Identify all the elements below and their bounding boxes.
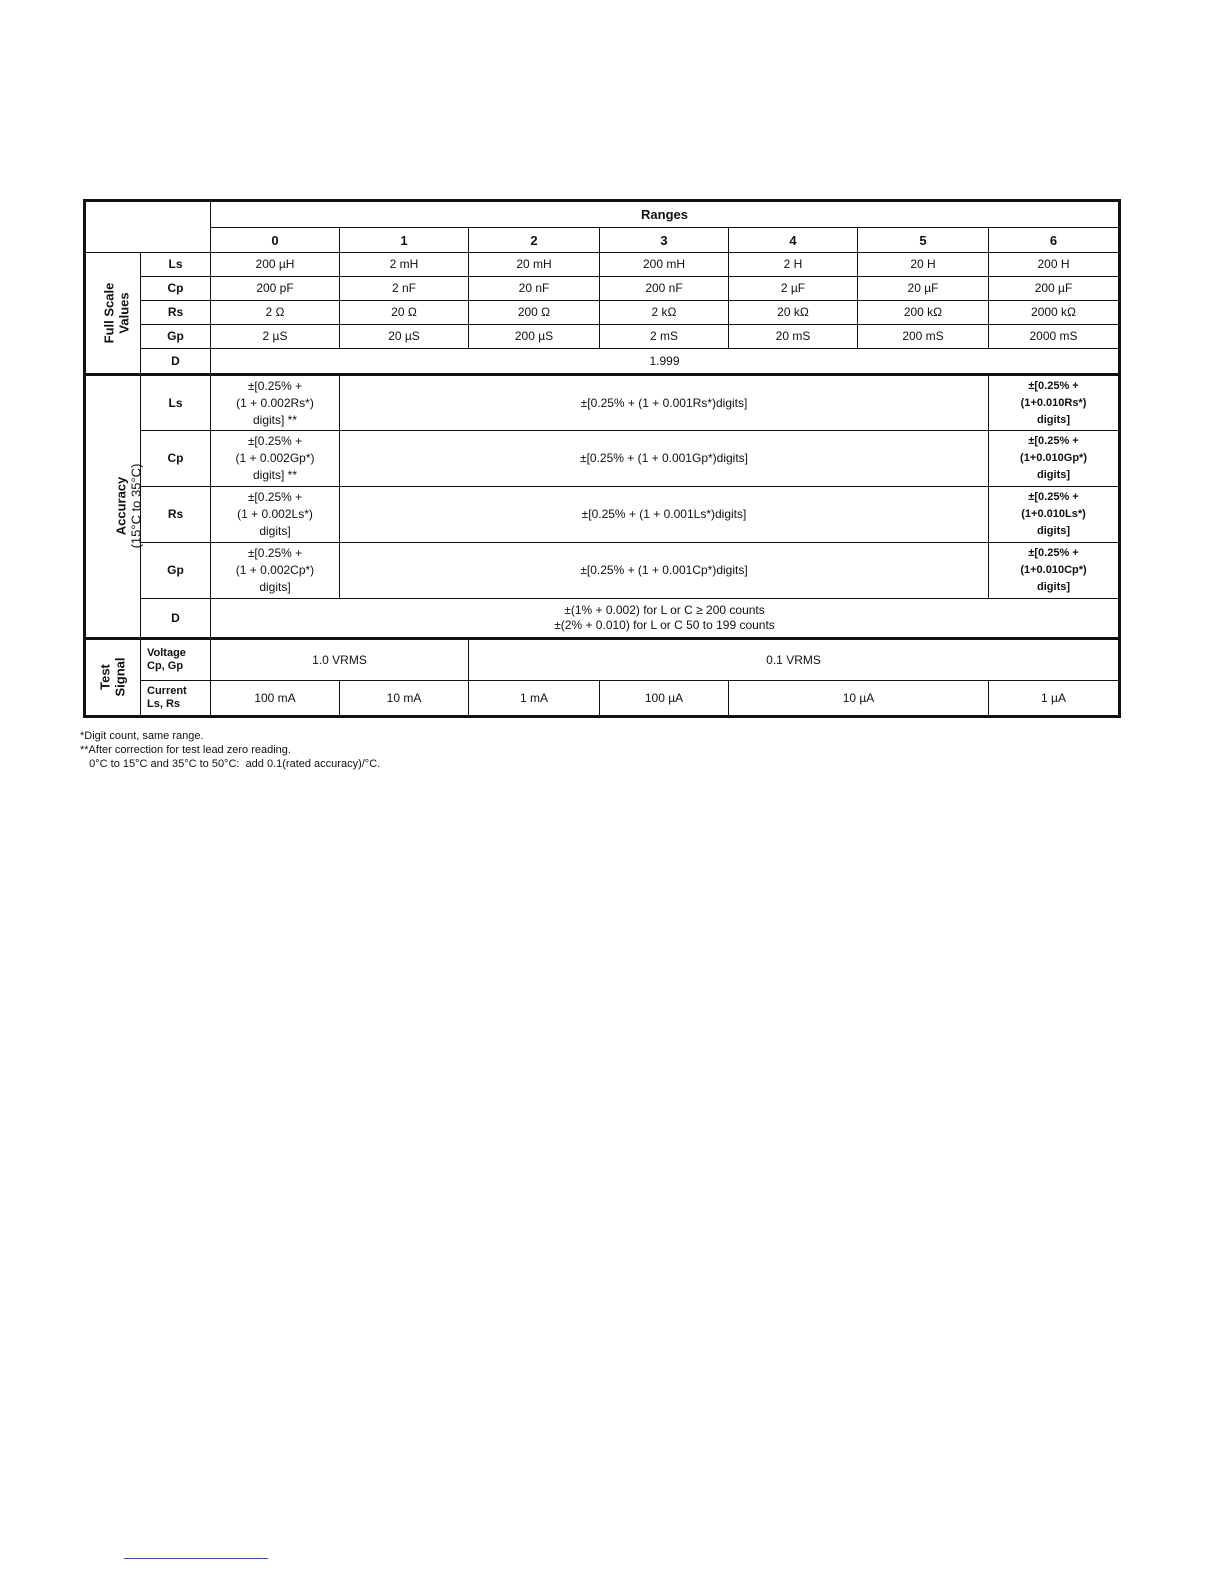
table-cell: 2 nF [340,277,469,301]
table-cell: ±[0.25% + (1 + 0.001Gp*)digits] [340,431,989,487]
full-scale-label-line1: Full Scale [101,282,117,343]
current-label-line2: Ls, Rs [147,698,181,710]
table-cell: 10 mA [340,681,469,717]
row-label-ls: Ls [141,253,211,277]
table-cell: 2 Ω [211,301,340,325]
table-cell: 2 kΩ [600,301,729,325]
table-cell: 100 µA [600,681,729,717]
table-cell: 200 H [989,253,1120,277]
table-cell: ±[0.25% + (1 + 0.002Gp*) digits] ** [211,431,340,487]
table-cell: 20 mS [729,325,858,349]
table-cell: 2 mS [600,325,729,349]
specifications-table [83,199,1121,718]
full-scale-label-line2: Values [116,291,132,334]
current-label [141,681,211,717]
table-cell: 2 mH [340,253,469,277]
table-cell: 10 µA [729,681,989,717]
table-cell: 2 µF [729,277,858,301]
range-number: 2 [469,228,600,253]
table-cell: 1.999 [211,349,1120,375]
table-cell: ±[0.25% + (1+0.010Ls*) digits] [989,487,1120,543]
footnote: *Digit count, same range. [80,730,204,742]
table-cell: ±[0.25% + (1 + 0.001Rs*)digits] [340,375,989,431]
table-cell: 20 H [858,253,989,277]
row-label-d: D [141,349,211,375]
test-signal-label-line2: Signal [112,657,128,697]
table-cell: 2 H [729,253,858,277]
footer-rule [124,1558,268,1559]
d-accuracy-line1: ±(1% + 0.002) for L or C ≥ 200 counts [564,603,765,617]
test-signal-label-line1: Test [97,664,113,690]
table-cell: ±[0.25% + (1 + 0.001Ls*)digits] [340,487,989,543]
table-cell: 200 mH [600,253,729,277]
voltage-label-line2: Cp, Gp [147,660,184,672]
table-cell: 200 kΩ [858,301,989,325]
corner-cell [85,201,211,253]
table-cell: 1 mA [469,681,600,717]
table-cell: 1 µA [989,681,1120,717]
table-cell: ±[0.25% + (1+0.010Rs*) digits] [989,375,1120,431]
accuracy-label-line1: Accuracy [113,476,129,536]
footnote: **After correction for test lead zero reading. [80,744,291,756]
footnote: 0°C to 15°C and 35°C to 50°C: add 0.1(rated accuracy)/°C. [80,758,381,770]
table-cell: 2000 kΩ [989,301,1120,325]
table-cell: 1.0 VRMS [211,639,469,681]
row-label-ls: Ls [141,375,211,431]
d-accuracy-line2: ±(2% + 0.010) for L or C 50 to 199 counts [554,618,775,632]
table-cell: 20 µF [858,277,989,301]
row-label-cp: Cp [141,277,211,301]
table-cell: 200 µS [469,325,600,349]
table-cell: ±[0.25% + (1 + 0.002Cp*) digits] [211,543,340,599]
table-cell [211,599,1120,639]
range-number: 4 [729,228,858,253]
accuracy-group-label [85,375,144,639]
table-cell: 200 nF [600,277,729,301]
table-cell: 2000 mS [989,325,1120,349]
test-signal-group-label [85,639,141,717]
range-number: 0 [211,228,340,253]
table-cell: 20 mH [469,253,600,277]
table-cell: 200 µH [211,253,340,277]
ranges-header: Ranges [211,201,1120,228]
table-cell: 20 Ω [340,301,469,325]
range-number: 3 [600,228,729,253]
table-cell: ±[0.25% + (1 + 0.001Cp*)digits] [340,543,989,599]
table-cell: ±[0.25% + (1+0.010Gp*) digits] [989,431,1120,487]
row-label-gp: Gp [141,543,211,599]
range-number: 5 [858,228,989,253]
accuracy-label-line2: (15°C to 35°C) [128,463,144,549]
range-number: 1 [340,228,469,253]
table-cell: 2 µS [211,325,340,349]
full-scale-group-label [85,253,141,375]
row-label-d: D [141,599,211,639]
row-label-cp: Cp [141,431,211,487]
table-cell: 200 mS [858,325,989,349]
current-label-line1: Current [147,685,187,697]
row-label-rs: Rs [141,487,211,543]
table-cell: 200 Ω [469,301,600,325]
footnotes [80,729,380,771]
table-cell: 20 nF [469,277,600,301]
table-cell: 0.1 VRMS [469,639,1120,681]
table-cell: ±[0.25% + (1+0.010Cp*) digits] [989,543,1120,599]
table-cell: 20 µS [340,325,469,349]
row-label-rs: Rs [141,301,211,325]
row-label-gp: Gp [141,325,211,349]
table-cell: 20 kΩ [729,301,858,325]
table-cell: ±[0.25% + (1 + 0.002Ls*) digits] [211,487,340,543]
voltage-label-line1: Voltage [147,647,186,659]
table-cell: 200 pF [211,277,340,301]
table-cell: 100 mA [211,681,340,717]
voltage-label [141,639,211,681]
table-cell: ±[0.25% + (1 + 0.002Rs*) digits] ** [211,375,340,431]
table-cell: 200 µF [989,277,1120,301]
range-number: 6 [989,228,1120,253]
